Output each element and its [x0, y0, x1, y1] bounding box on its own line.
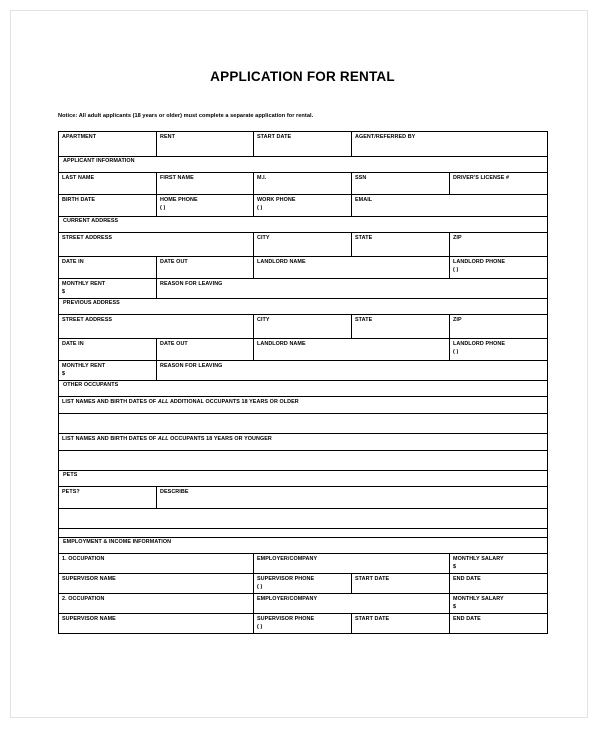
field-previous-landlord-name-label: LANDLORD NAME [257, 340, 306, 347]
field-previous-reason-for-leaving[interactable] [157, 361, 548, 381]
field-employment-end-date-2-label: END DATE [453, 615, 481, 622]
table-row [59, 614, 548, 634]
section-employment-income [59, 538, 548, 554]
section-applicant-information-label: APPLICANT INFORMATION [63, 158, 135, 164]
field-previous-monthly-rent-label: MONTHLY RENT [62, 362, 106, 369]
field-monthly-salary-1-label: MONTHLY SALARY [453, 555, 504, 562]
field-supervisor-phone-2-label: SUPERVISOR PHONE [257, 615, 315, 622]
table-row [59, 509, 548, 529]
field-employment-start-date-2[interactable] [352, 614, 450, 634]
field-current-zip[interactable] [450, 233, 548, 257]
table-row [59, 574, 548, 594]
table-row [59, 173, 548, 195]
section-other-occupants [59, 381, 548, 397]
field-previous-landlord-phone-label: LANDLORD PHONE [453, 340, 506, 347]
field-current-street-address-label: STREET ADDRESS [62, 234, 113, 241]
form-table [58, 131, 548, 634]
field-current-state[interactable] [352, 233, 450, 257]
table-row [59, 279, 548, 299]
field-monthly-salary-2-label: MONTHLY SALARY [453, 595, 504, 602]
field-monthly-salary-1-mask: $ [453, 563, 457, 570]
table-row [59, 487, 548, 509]
field-first-name-label: FIRST NAME [160, 174, 194, 181]
field-current-date-in-label: DATE IN [62, 258, 84, 265]
field-current-monthly-rent-mask: $ [62, 288, 66, 295]
field-occupation-2-label: 2. OCCUPATION [62, 595, 105, 602]
prompt-occupants-younger-emphasis: ALL [157, 435, 169, 442]
section-header-row [59, 217, 548, 233]
field-monthly-salary-2-mask: $ [453, 603, 457, 610]
field-work-phone[interactable] [254, 195, 352, 217]
field-previous-landlord-phone-mask: ( ) [453, 348, 459, 355]
table-row [59, 339, 548, 361]
field-previous-city[interactable] [254, 315, 352, 339]
field-previous-date-in-label: DATE IN [62, 340, 84, 347]
field-apartment-label: APARTMENT [62, 133, 97, 140]
section-spacer-cell [59, 529, 548, 538]
field-current-landlord-phone-mask: ( ) [453, 266, 459, 273]
section-header-row [59, 471, 548, 487]
field-last-name-label: LAST NAME [62, 174, 95, 181]
field-employment-start-date-1[interactable] [352, 574, 450, 594]
prompt-occupants-younger-pre: LIST NAMES AND BIRTH DATES OF [62, 435, 158, 442]
section-pets-label: PETS [63, 472, 78, 478]
field-current-zip-label: ZIP [453, 234, 462, 241]
field-occupation-1-label: 1. OCCUPATION [62, 555, 105, 562]
field-employer-1-label: EMPLOYER/COMPANY [257, 555, 318, 562]
field-current-landlord-phone-label: LANDLORD PHONE [453, 258, 506, 265]
table-row [59, 195, 548, 217]
field-current-monthly-rent-label: MONTHLY RENT [62, 280, 106, 287]
section-previous-address [59, 299, 548, 315]
field-current-landlord-name[interactable] [254, 257, 450, 279]
section-header-row [59, 157, 548, 173]
field-home-phone[interactable] [157, 195, 254, 217]
field-pets-question[interactable] [59, 487, 157, 509]
field-monthly-salary-1[interactable] [450, 554, 548, 574]
field-current-city-label: CITY [257, 234, 270, 241]
field-pets-describe-label: DESCRIBE [160, 488, 189, 495]
section-previous-address-label: PREVIOUS ADDRESS [63, 300, 120, 306]
section-pets [59, 471, 548, 487]
field-email-label: EMAIL [355, 196, 373, 203]
field-pets-describe[interactable] [157, 487, 548, 509]
field-current-reason-for-leaving-label: REASON FOR LEAVING [160, 280, 223, 287]
field-current-city[interactable] [254, 233, 352, 257]
field-last-name[interactable] [59, 173, 157, 195]
table-row [59, 414, 548, 434]
section-spacer [59, 529, 548, 538]
table-row [59, 132, 548, 157]
section-current-address-label: CURRENT ADDRESS [63, 218, 119, 224]
field-previous-state[interactable] [352, 315, 450, 339]
field-previous-date-out[interactable] [157, 339, 254, 361]
field-drivers-license[interactable] [450, 173, 548, 195]
field-supervisor-phone-2[interactable] [254, 614, 352, 634]
field-current-monthly-rent[interactable] [59, 279, 157, 299]
field-agent-referred-by[interactable] [352, 132, 548, 157]
field-current-state-label: STATE [355, 234, 373, 241]
field-previous-landlord-phone[interactable] [450, 339, 548, 361]
field-supervisor-phone-1-mask: ( ) [257, 583, 263, 590]
table-row [59, 434, 548, 451]
field-ssn[interactable] [352, 173, 450, 195]
field-previous-city-label: CITY [257, 316, 270, 323]
field-work-phone-mask: ( ) [257, 204, 263, 211]
table-row [59, 257, 548, 279]
page-title: APPLICATION FOR RENTAL [210, 69, 395, 84]
field-current-date-out-label: DATE OUT [160, 258, 188, 265]
notice-text: Notice: All adult applicants (18 years or older) must complete a separate application for rental. [58, 113, 314, 119]
field-current-reason-for-leaving[interactable] [157, 279, 548, 299]
field-previous-zip[interactable] [450, 315, 548, 339]
prompt-occupants-older-label [59, 397, 547, 405]
field-monthly-salary-2[interactable] [450, 594, 548, 614]
field-ssn-label: SSN [355, 174, 367, 181]
field-current-date-out[interactable] [157, 257, 254, 279]
table-row [59, 554, 548, 574]
field-occupants-older-entry[interactable] [59, 414, 548, 434]
table-row [59, 594, 548, 614]
field-current-landlord-phone[interactable] [450, 257, 548, 279]
field-rent-label: RENT [160, 133, 175, 140]
field-employment-end-date-2[interactable] [450, 614, 548, 634]
prompt-occupants-older-pre: LIST NAMES AND BIRTH DATES OF [62, 398, 158, 405]
field-supervisor-name-2[interactable] [59, 614, 254, 634]
prompt-occupants-older-post: ADDITIONAL OCCUPANTS 18 YEARS OR OLDER [168, 398, 299, 405]
section-header-row [59, 381, 548, 397]
field-current-landlord-name-label: LANDLORD NAME [257, 258, 306, 265]
field-employer-2[interactable] [254, 594, 450, 614]
field-previous-street-address-label: STREET ADDRESS [62, 316, 113, 323]
prompt-occupants-older [59, 397, 548, 414]
field-pets-question-label: PETS? [62, 488, 80, 495]
table-row [59, 451, 548, 471]
field-employment-start-date-1-label: START DATE [355, 575, 390, 582]
field-previous-date-in[interactable] [59, 339, 157, 361]
field-first-name[interactable] [157, 173, 254, 195]
field-employment-end-date-1-label: END DATE [453, 575, 481, 582]
field-home-phone-mask: ( ) [160, 204, 166, 211]
field-supervisor-name-2-label: SUPERVISOR NAME [62, 615, 116, 622]
field-previous-monthly-rent-mask: $ [62, 370, 66, 377]
field-start-date-label: START DATE [257, 133, 292, 140]
field-previous-date-out-label: DATE OUT [160, 340, 188, 347]
field-previous-landlord-name[interactable] [254, 339, 450, 361]
field-previous-street-address[interactable] [59, 315, 254, 339]
field-work-phone-label: WORK PHONE [257, 196, 296, 203]
field-previous-zip-label: ZIP [453, 316, 462, 323]
table-row [59, 233, 548, 257]
field-occupation-2[interactable] [59, 594, 254, 614]
field-occupation-1[interactable] [59, 554, 254, 574]
field-current-date-in[interactable] [59, 257, 157, 279]
field-middle-initial-label: M.I. [257, 174, 267, 181]
prompt-occupants-younger-post: OCCUPANTS 18 YEARS OR YOUNGER [168, 435, 272, 442]
field-occupants-younger-entry[interactable] [59, 451, 548, 471]
field-rent[interactable] [157, 132, 254, 157]
field-current-street-address[interactable] [59, 233, 254, 257]
section-header-row [59, 299, 548, 315]
field-supervisor-phone-1-label: SUPERVISOR PHONE [257, 575, 315, 582]
field-previous-monthly-rent[interactable] [59, 361, 157, 381]
field-supervisor-phone-1[interactable] [254, 574, 352, 594]
field-agent-referred-by-label: AGENT/REFERRED BY [355, 133, 416, 140]
rental-application-form [58, 11, 547, 634]
field-employment-start-date-2-label: START DATE [355, 615, 390, 622]
section-current-address [59, 217, 548, 233]
field-birth-date-label: BIRTH DATE [62, 196, 96, 203]
table-row [59, 315, 548, 339]
prompt-occupants-older-emphasis: ALL [157, 398, 169, 405]
field-employment-end-date-1[interactable] [450, 574, 548, 594]
prompt-occupants-younger-label [59, 434, 547, 442]
table-row [59, 397, 548, 414]
field-supervisor-phone-2-mask: ( ) [257, 623, 263, 630]
field-apartment[interactable] [59, 132, 157, 157]
field-home-phone-label: HOME PHONE [160, 196, 198, 203]
field-previous-reason-for-leaving-label: REASON FOR LEAVING [160, 362, 223, 369]
field-drivers-license-label: DRIVER'S LICENSE # [453, 174, 510, 181]
prompt-occupants-younger [59, 434, 548, 451]
field-supervisor-name-1[interactable] [59, 574, 254, 594]
document-page [10, 10, 588, 718]
section-other-occupants-label: OTHER OCCUPANTS [63, 382, 119, 388]
field-start-date[interactable] [254, 132, 352, 157]
field-supervisor-name-1-label: SUPERVISOR NAME [62, 575, 116, 582]
field-email[interactable] [352, 195, 548, 217]
field-employer-1[interactable] [254, 554, 450, 574]
field-middle-initial[interactable] [254, 173, 352, 195]
table-row [59, 361, 548, 381]
field-previous-state-label: STATE [355, 316, 373, 323]
section-header-row [59, 538, 548, 554]
field-pets-entry[interactable] [59, 509, 548, 529]
field-birth-date[interactable] [59, 195, 157, 217]
section-applicant-information [59, 157, 548, 173]
field-employer-2-label: EMPLOYER/COMPANY [257, 595, 318, 602]
section-employment-income-label: EMPLOYMENT & INCOME INFORMATION [63, 539, 172, 545]
